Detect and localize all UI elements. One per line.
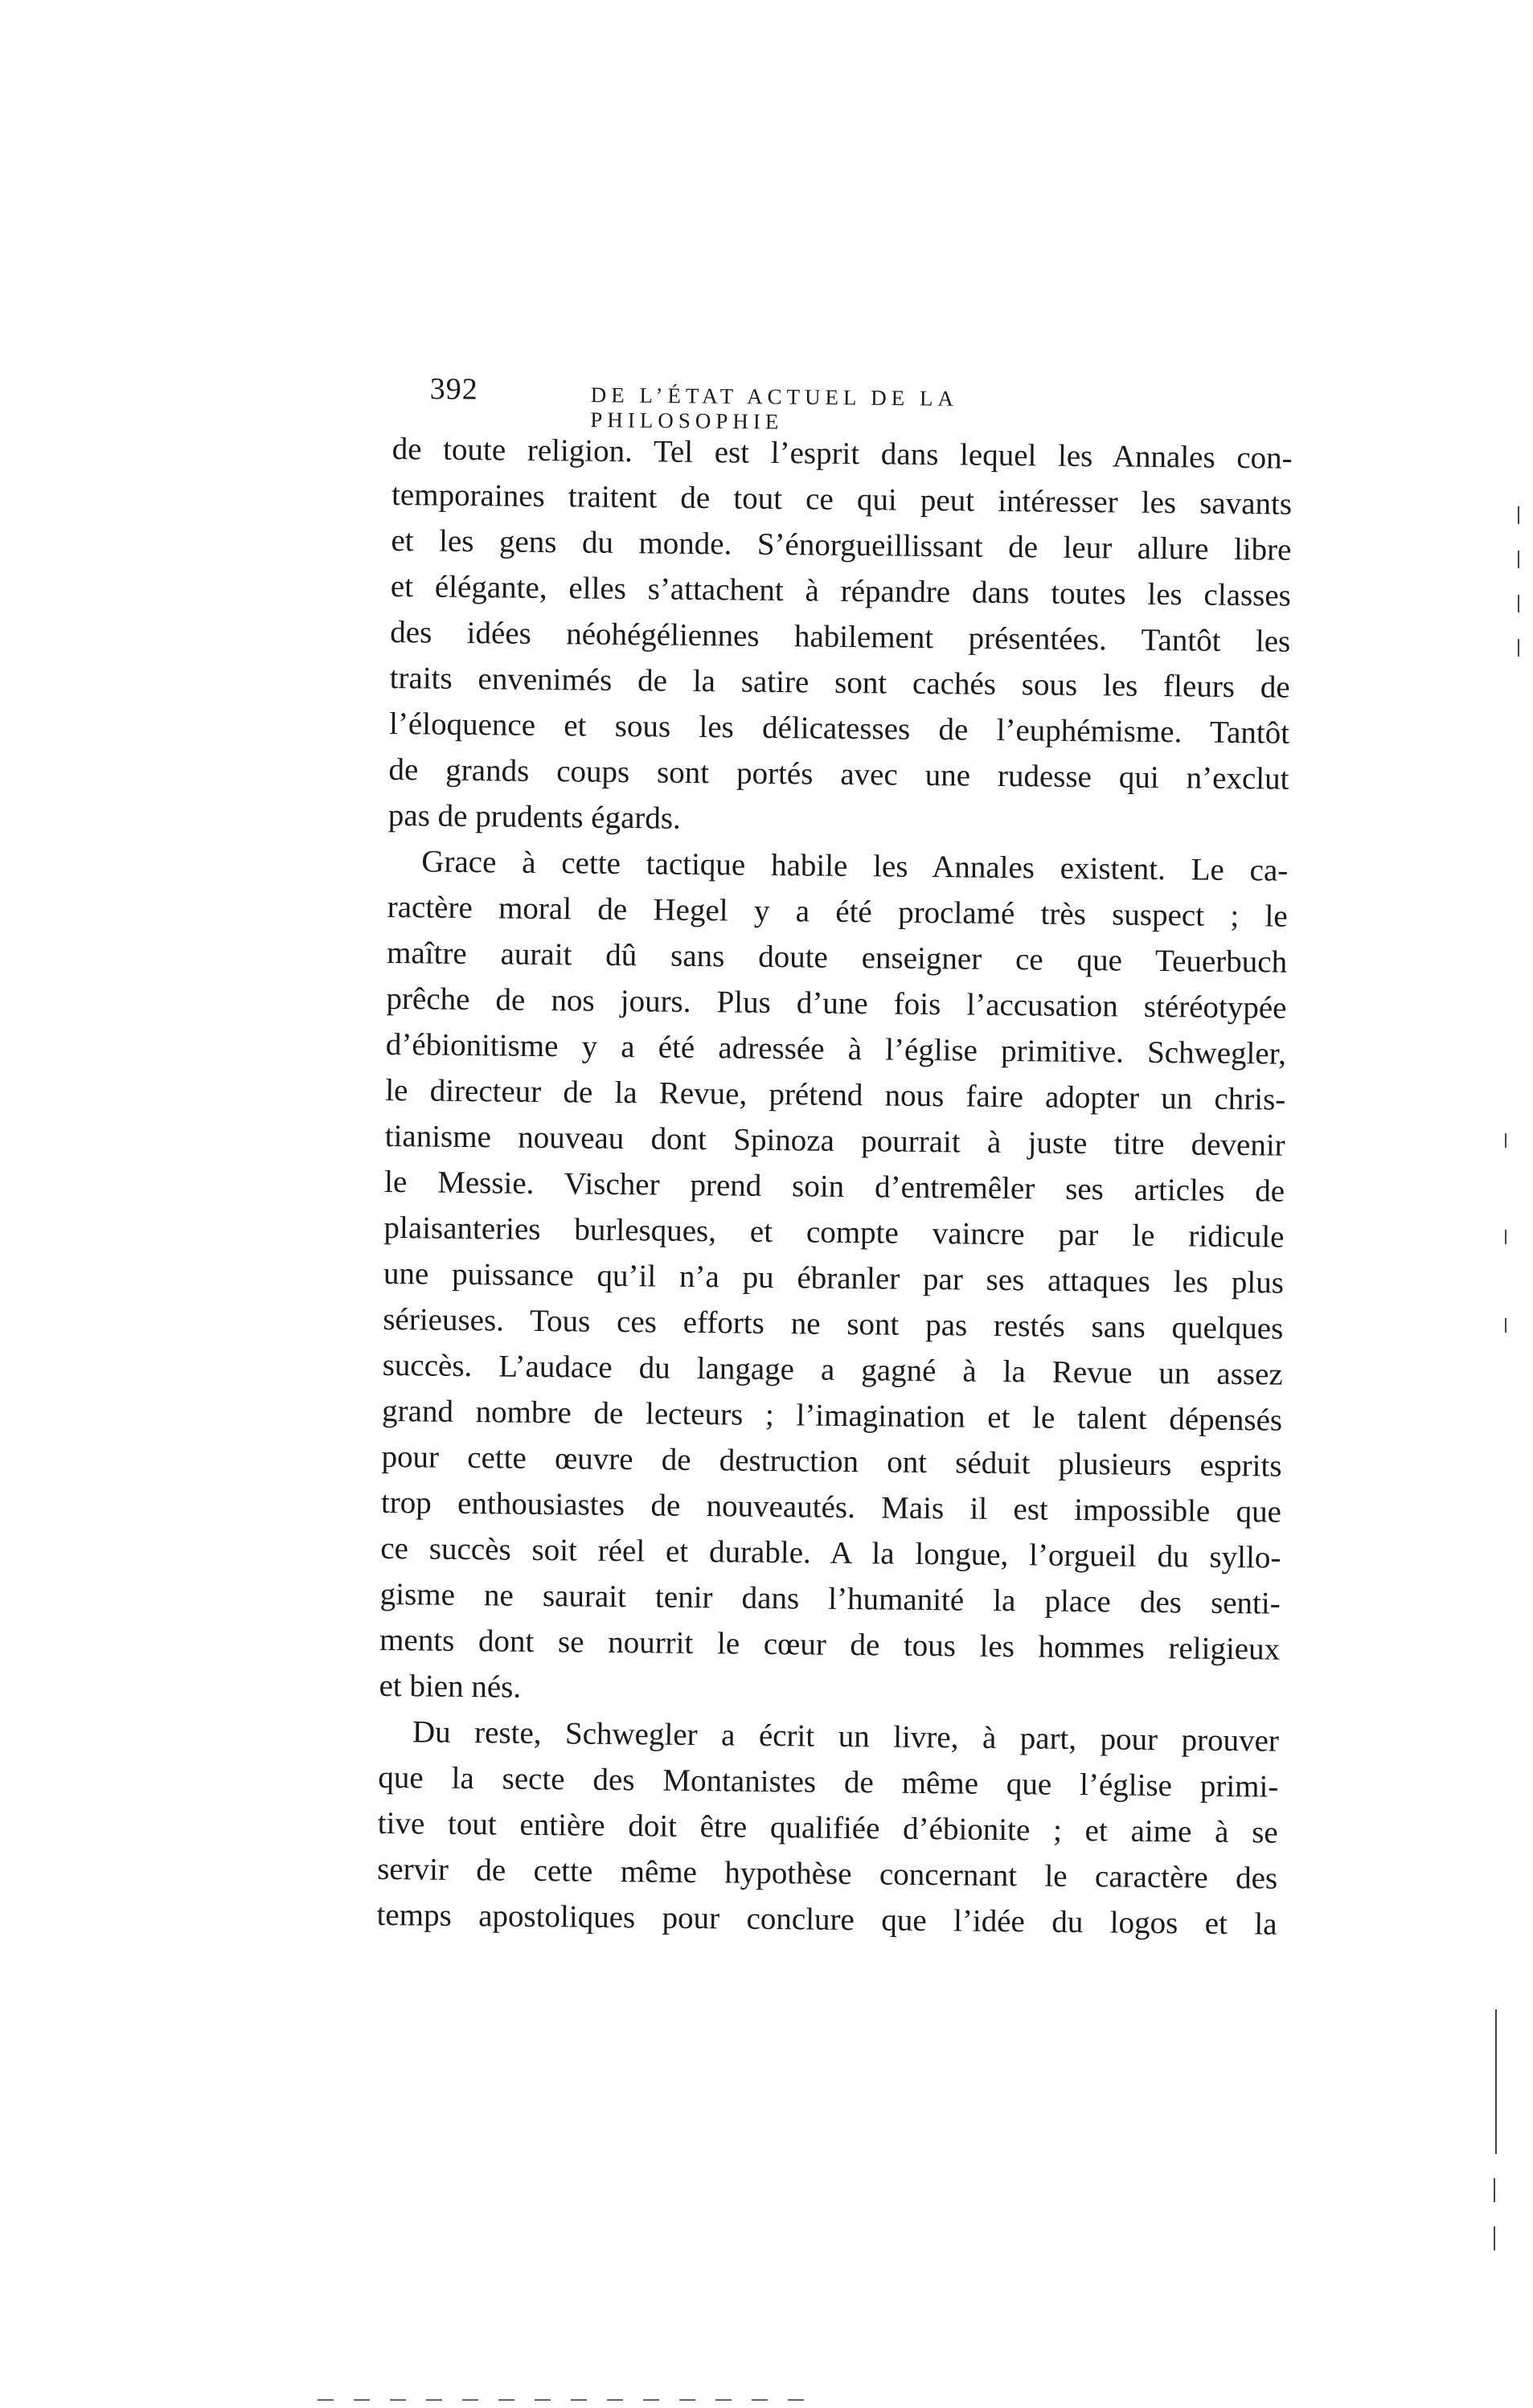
body-text [376,426,1293,1947]
scan-bottom-dash [318,2399,334,2401]
scan-edge-mark [1495,2009,1497,2154]
text-line: sérieuses. Tous ces efforts ne sont pas restés sans quelques [383,1301,1284,1346]
text-line: et les gens du monde. S’énorgueillissant de leur allure libre [391,522,1292,567]
scan-bottom-dash [643,2399,659,2401]
text-line: ments dont se nourrit le cœur de tous les hommes religieux [379,1622,1281,1667]
text-line: une puissance qu’il n’a pu ébranler par ses attaques les plus [383,1255,1285,1300]
text-line: trop enthousiastes de nouveautés. Mais il est impossible que [380,1485,1282,1530]
text-line: pas de prudents égards. [387,797,682,836]
text-line: de grands coups sont portés avec une rudesse qui n’exclut [388,751,1289,797]
scan-edge-mark [1494,2226,1495,2250]
scan-bottom-dash [752,2399,768,2401]
text-line: tive tout entière doit être qualifiée d’ébionite ; et aime à se [377,1805,1278,1850]
text-line: le Messie. Vischer prend soin d’entremêler ses articles de [383,1164,1285,1209]
text-line: le directeur de la Revue, prétend nous faire adopter un chris- [385,1072,1286,1117]
text-line: grand nombre de lecteurs ; l’imagination et le talent dépensés [381,1393,1283,1438]
scan-bottom-dash [715,2399,732,2401]
page-number: 392 [429,371,478,407]
scan-bottom-dash [462,2399,478,2401]
text-line: et bien nés. [379,1668,522,1705]
scan-bottom-dash [571,2399,587,2401]
scan-edge-mark [1505,1133,1506,1148]
text-line: l’éloquence et sous les délicatesses de l’euphémisme. Tantôt [388,706,1290,751]
text-line: prêche de nos jours. Plus d’une fois l’accusation stéréotypée [386,981,1287,1026]
scan-edge-mark [1505,1230,1506,1244]
scan-bottom-dash [607,2399,623,2401]
scan-edge-mark [1518,506,1519,524]
text-line: des idées néohégéliennes habilement présentées. Tantôt les [390,614,1291,659]
text-line: temps apostoliques pour conclure que l’idée du logos et la [376,1897,1277,1942]
scan-bottom-dash [354,2399,370,2401]
text-line: plaisanteries burlesques, et compte vaincre par le ridicule [383,1210,1285,1255]
text-line: traits envenimés de la satire sont cachés sous les fleurs de [389,660,1290,705]
scan-bottom-dash [788,2399,804,2401]
text-line: que la secte des Montanistes de même que l’église primi- [378,1759,1279,1804]
scan-edge-mark [1518,639,1519,657]
scan-bottom-dash [535,2399,551,2401]
scan-edge-mark [1505,1318,1506,1333]
text-line: tianisme nouveau dont Spinoza pourrait à juste titre devenir [384,1118,1285,1163]
scan-edge-mark [1518,551,1519,568]
text-line: maître aurait dû sans doute enseigner ce que Teuerbuch [386,935,1288,980]
scan-bottom-dash [390,2399,406,2401]
text-line: ce succès soit réel et durable. A la longue, l’orgueil du syllo- [380,1530,1281,1575]
scan-edge-mark [1518,595,1519,612]
text-line: de toute religion. Tel est l’esprit dans lequel les Annales con- [391,431,1293,476]
text-line: temporaines traitent de tout ce qui peut intéresser les savants [391,477,1293,522]
text-line: d’ébionitisme y a été adressée à l’église primitive. Schwegler, [385,1026,1287,1071]
scan-bottom-dash [498,2399,514,2401]
scan-bottom-dash [679,2399,695,2401]
scan-bottom-dash [426,2399,442,2401]
text-line: ractère moral de Hegel y a été proclamé très suspect ; le [387,889,1288,934]
text-line: succès. L’audace du langage a gagné à la Revue un assez [382,1347,1283,1392]
text-line: Du reste, Schwegler a écrit un livre, à part, pour prouver [412,1714,1280,1759]
text-line: servir de cette même hypothèse concernant le caractère des [376,1851,1278,1896]
page-header [429,371,1146,434]
running-head: DE L’ÉTAT ACTUEL DE LA PHILOSOPHIE [590,383,957,434]
text-line: gisme ne saurait tenir dans l’humanité la place des senti- [379,1576,1281,1621]
text-line: pour cette œuvre de destruction ont séduit plusieurs esprits [381,1439,1282,1484]
text-line: et élégante, elles s’attachent à répandre dans toutes les classes [390,568,1292,613]
scan-edge-mark [1494,2178,1495,2202]
text-line: Grace à cette tactique habile les Annales existent. Le ca- [421,844,1289,888]
